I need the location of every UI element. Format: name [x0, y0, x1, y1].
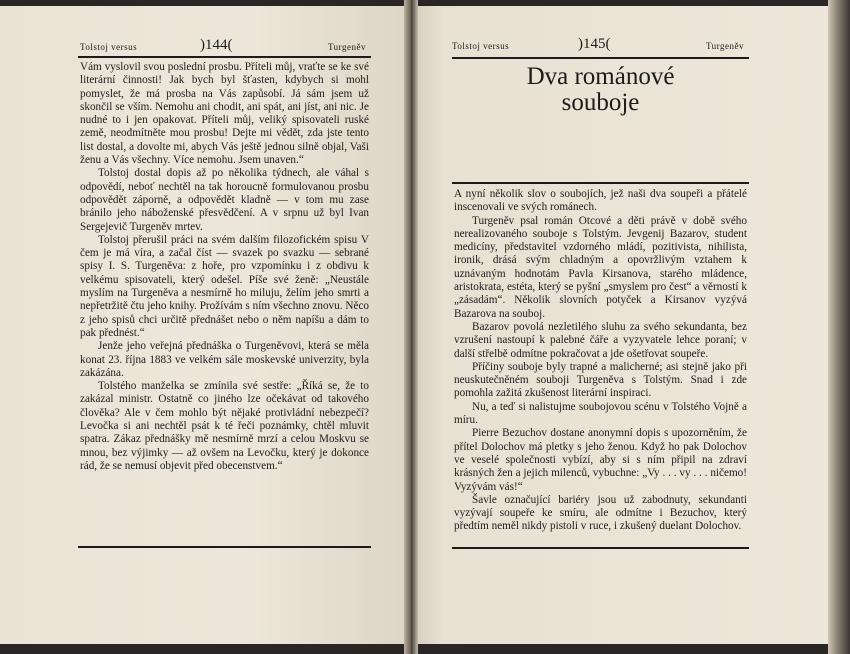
- chapter-title-line1: Dva románové: [526, 63, 675, 90]
- left-paragraph: Tolstoj dostal dopis až po několika týdnech, ale váhal s odpovědí, neboť nechtěl na tak horoucně formulovanou prosbu odpovědět záporně, a odpovědět kladně — v tom mu zase bránilo jeho náboženské přesvědčení. A v srpnu už byl Ivan Sergejevič Turgeněv mrtev.: [80, 167, 369, 233]
- right-paragraph: Šavle označující bariéry jsou už zabodnuty, sekundanti vyzývají soupeře ke smíru, ale odmítne i Bezuchov, který předtím neměl nikdy pistoli v ruce, i zkušený duelant Dolochov.: [454, 493, 747, 533]
- right-running-head-left: Tolstoj versus: [452, 41, 510, 51]
- left-paragraph: Tolstoj přerušil práci na svém dalším filozofickém spisu V čem je má víra, a začal číst — svazek po svazku — sebrané spisy I. S. Turgeněva: z hoře, pro vzpomínku i z obdivu k velkému spisovateli, který odešel. Píše své ženě: „Neustále myslím na Turgeněva a nesmírně ho miluju, želím jeho smrti a nepřetržitě čtu jeho knihy. Prožívám s ním všechno znovu. Něco z jeho spisů chci určitě přednášet nebo o něm napíšu a dám to pak přednést.“: [80, 233, 369, 339]
- right-paragraph: A nyní několik slov o soubojích, jež naši dva soupeři a přátelé inscenovali ve svých románech.: [454, 188, 747, 214]
- left-page: [0, 6, 408, 644]
- chapter-title: [452, 64, 749, 116]
- left-paragraph: Vám vyslovil svou poslední prosbu. Příteli můj, vraťte se ke své literární činnosti! Jak bych byl šťasten, kdybych si mohl pomyslet, že má prosba na Vás zapůsobí. Já sám jsem už skončil se vším. Nemohu ani chodit, ani spát, ani jíst, ani nic. Je nudné to i jen opakovat. Příteli můj, veliký spisovateli ruské země, neodmítněte mou prosbu! Dejte mi vědět, zda jste tento list dostal, a dovolte mi, abych Vás ještě jednou silně objal, Vaši ženu a Vás všechny. Více nemohu. Jsem unaven.“: [80, 61, 369, 167]
- right-paragraph: Pierre Bezuchov dostane anonymní dopis s upozorněním, že přítel Dolochov má pletky s jeho ženou. Když ho pak Dolochov ve veselé společnosti vybízí, aby si s ním připil na zdraví krásných žen a jejich milenců, vybuchne: „Vy . . . vy . . . ničemo! Vyzývám vás!“: [454, 427, 747, 493]
- right-paragraph: Nu, a teď si nalistujme soubojovou scénu v Tolstého Vojně a míru.: [454, 400, 747, 427]
- left-running-head-right: Turgeněv: [328, 42, 367, 52]
- left-paragraph: Jenže jeho veřejná přednáška o Turgeněvovi, která se měla konat 23. října 1883 ve velkém sále moskevské univerzity, byla zakázána.: [80, 340, 369, 379]
- page-edges: [828, 0, 850, 654]
- left-body-text: [80, 61, 369, 473]
- left-running-head-left: Tolstoj versus: [80, 42, 138, 52]
- right-body-text: [454, 188, 747, 534]
- left-page-number: )144(: [200, 37, 233, 53]
- right-paragraph: Příčiny souboje byly trapné a malicherné; asi stejně jako při neuskutečněném souboji Turgeněva s Tolstým. Snad i zde pomohla zažitá zkušenost literární inspiraci.: [454, 360, 747, 400]
- left-header-rule: [78, 56, 371, 58]
- right-running-head-right: Turgeněv: [706, 41, 745, 51]
- left-footer-rule: [78, 546, 371, 548]
- right-paragraph: Bazarov povolá nezletilého sluhu za svého sekundanta, bez vzrušení nastoupí k palebné čáře a vyzyvatele lehce poraní; v další střelbě odmítne pokračovat a jde ošetřovat soupeře.: [454, 320, 747, 360]
- chapter-rule: [452, 182, 749, 184]
- right-page-number: )145(: [578, 36, 611, 52]
- book-gutter: [404, 0, 418, 654]
- right-paragraph: Turgeněv psal román Otcové a děti právě v době svého nerealizovaného souboje s Tolstým. Jevgenij Bazarov, student medicíny, představitel vzdorného mládí, pozitivista, nihilista, ironik, drásá svým chladným a opovržlivým vztahem k uznávaným hodnotám Pavla Kirsanova, starého mládence, aristokrata, estéta, který se pyšní „smyslem pro čest“ a věrností k „zásadám“. Několik slovních potyček a Kirsanov vyzývá Bazarova na souboj.: [454, 214, 747, 320]
- right-page: [410, 6, 828, 644]
- chapter-title-line2: souboje: [561, 89, 640, 116]
- right-header-rule: [452, 57, 749, 59]
- left-paragraph: Tolstého manželka se zmínila své sestře: „Říká se, že to zakázal ministr. Ostatně co jiného lze očekávat od takového člověka? Ale v čem mohlo být nějaké protivládní nebezpečí? Levočka si ani nechtěl psát k té řeči poznámky, chtěl mluvit spatra. Zákaz přednášky mě nesmírně mrzí a celou Moskvu se mnou, bez výjimky — až ovšem na Levočku, který je dokonce rád, že se nemusí objevit před obecenstvem.“: [80, 380, 369, 472]
- right-footer-rule: [452, 547, 749, 549]
